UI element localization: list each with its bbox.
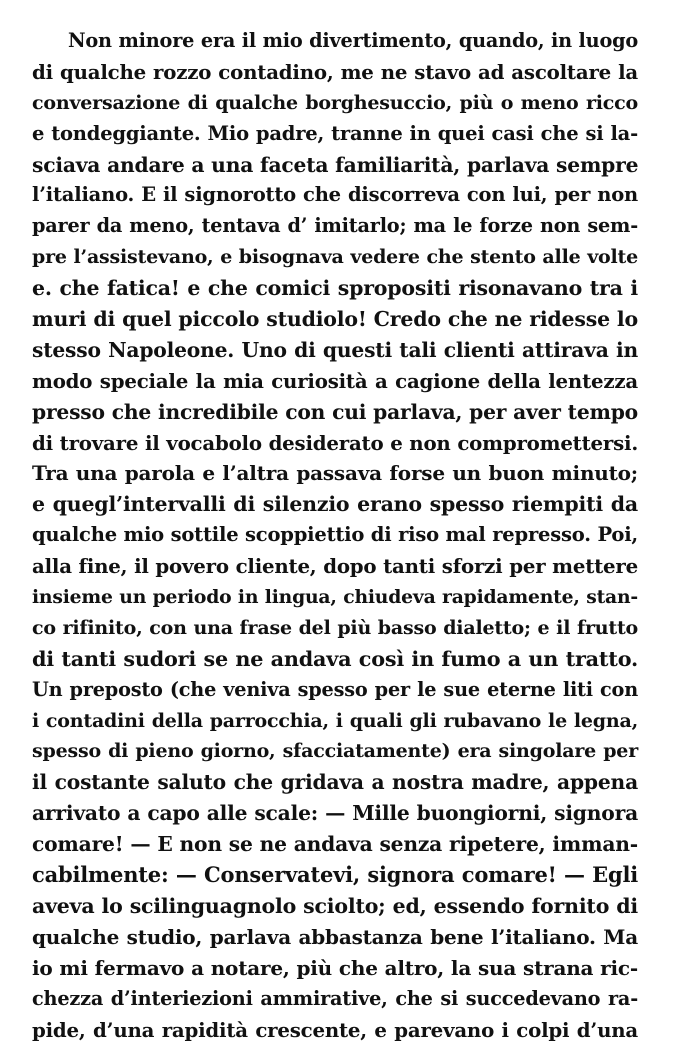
text-line: pide, d’una rapidità crescente, e parevano i colpi d’una <box>32 1017 638 1042</box>
text-line: sciava andare a una faceta familiarità, parlava sempre <box>32 152 639 177</box>
text-line: io mi fermavo a notare, più che altro, la sua strana ric- <box>32 955 638 980</box>
text-line: qualche studio, parlava abbastanza bene l’italiano. Ma <box>32 924 638 949</box>
text-line: il costante saluto che gridava a nostra madre, appena <box>32 770 638 795</box>
text-line: comare! — E non se ne andava senza ripetere, imman- <box>32 832 638 857</box>
text-line: presso che incredibile con cui parlava, per aver tempo <box>32 399 638 424</box>
text-line: l’italiano. E il signorotto che discorreva con lui, per non <box>32 183 638 207</box>
text-line: Non minore era il mio divertimento, quando, in luogo <box>68 29 638 52</box>
text-line: chezza d’interiezioni ammirative, che si succedevano ra- <box>32 986 638 1010</box>
text-line: stesso Napoleone. Uno di questi tali clienti attirava in <box>32 337 638 362</box>
text-line: i contadini della parrocchia, i quali gli rubavano le legna, <box>32 709 638 732</box>
text-line: e. che fatica! e che comici spropositi risonavano tra i <box>32 276 638 301</box>
text-line: e tondeggiante. Mio padre, tranne in quei casi che si la- <box>32 121 638 145</box>
text-line: co rifinito, con una frase del più basso dialetto; e il frutto <box>32 616 638 639</box>
text-line: di qualche rozzo contadino, me ne stavo ad ascoltare la <box>32 59 638 84</box>
text-line: parer da meno, tentava d’ imitarlo; ma le forze non sem- <box>32 214 638 238</box>
body-paragraph <box>32 26 638 1045</box>
text-line: aveva lo scilinguagnolo sciolto; ed, essendo fornito di <box>32 893 638 918</box>
text-line: pre l’assistevano, e bisognava vedere che stento alle volte <box>32 246 638 269</box>
text-line: muri di quel piccolo studiolo! Credo che ne ridesse lo <box>32 307 638 332</box>
text-line: e quegl’intervalli di silenzio erano spesso riempiti da <box>32 492 638 517</box>
text-line: alla fine, il povero cliente, dopo tanti sforzi per mettere <box>32 554 638 579</box>
text-line: modo speciale la mia curiosità a cagione della lentezza <box>32 368 638 393</box>
text-line: arrivato a capo alle scale: — Mille buongiorni, signora <box>32 801 638 826</box>
text-line: di trovare il vocabolo desiderato e non compromettersi. <box>32 430 638 455</box>
text-line: qualche mio sottile scoppiettio di riso mal represso. Poi, <box>32 523 638 547</box>
text-line: di tanti sudori se ne andava così in fumo a un tratto. <box>32 646 638 671</box>
text-line: conversazione di qualche borghesuccio, più o meno ricco <box>32 91 638 114</box>
text-line: Tra una parola e l’altra passava forse un buon minuto; <box>32 461 638 486</box>
text-line: insieme un periodo in lingua, chiudeva rapidamente, stan- <box>32 586 638 609</box>
text-line: cabilmente: — Conservatevi, signora comare! — Egli <box>32 862 638 888</box>
text-line: Un preposto (che veniva spesso per le sue eterne liti con <box>32 677 638 701</box>
text-line: spesso di pieno giorno, sfacciatamente) era singolare per <box>32 740 638 763</box>
